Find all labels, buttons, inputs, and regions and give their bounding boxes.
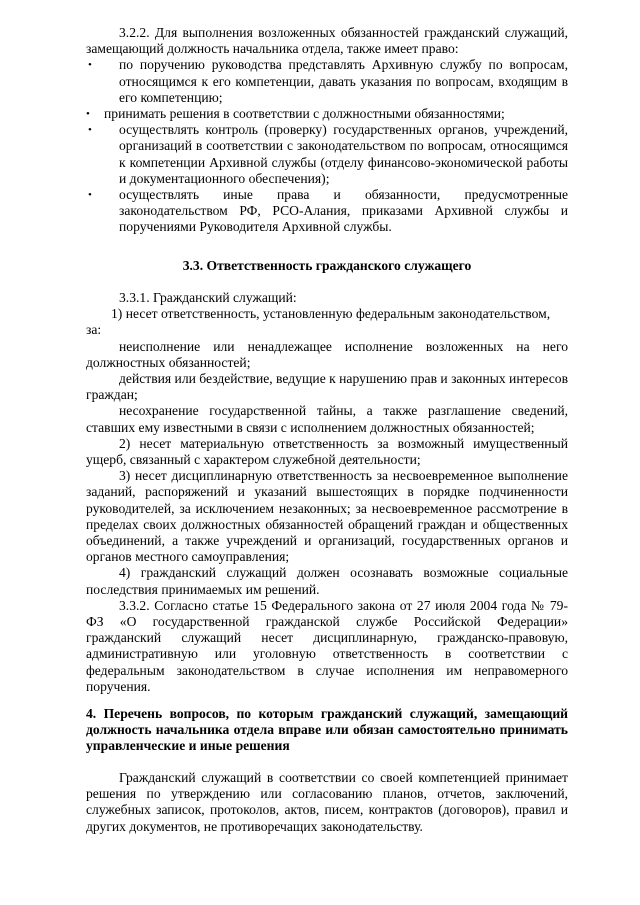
bullet-item <box>86 106 568 122</box>
section-4 <box>86 706 568 755</box>
section-3-3-1 <box>86 290 568 695</box>
bullet-icon: • <box>88 59 92 72</box>
bullet-item <box>86 187 568 236</box>
bullet-icon: • <box>88 124 92 137</box>
subitem: действия или бездействие, ведущие к нарушению прав и законных интересов граждан; <box>86 371 568 403</box>
paragraph-3-3-1: 3.3.1. Гражданский служащий: <box>119 290 297 305</box>
bullet-item <box>86 57 568 106</box>
section-heading: 4. Перечень вопросов, по которым гражданский служащий, замещающий должность начальника отдела вправе или обязан самостоятельно принимать управленческие и иные решения <box>86 706 568 754</box>
item-3: 3) несет дисциплинарную ответственность за несвоевременное выполнение заданий, распоряжений и указаний вышестоящих в порядке подчиненности руководителей, за исключением незаконных; за несвоевременное рассмотрение в пределах своих должностных обязанностей обращений граждан и общественных объединений, а также учреждений и организаций, государственных органов и органов местного самоуправления; <box>86 468 568 565</box>
paragraph-section-4: Гражданский служащий в соответствии со своей компетенцией принимает решения по утверждению или согласованию планов, отчетов, заключений, служебных записок, протоколов, актов, писем, контрактов (договоров), правил и других документов, не противоречащих законодательству. <box>86 770 568 834</box>
paragraph-3-3-2: 3.3.2. Согласно статье 15 Федерального закона от 27 июля 2004 года № 79-ФЗ «О государственной гражданской службе Российской Федерации» гражданский служащий несет дисциплинарную, гражданско-правовую, административную или уголовную ответственность в соответствии с федеральным законодательством в случае исполнения им неправомерного поручения. <box>86 597 568 694</box>
bullet-icon: • <box>86 108 90 121</box>
subitem: неисполнение или ненадлежащее исполнение возложенных на него должностных обязанностей; <box>86 338 568 370</box>
section-4-body <box>86 770 568 835</box>
bullet-icon: • <box>88 189 92 202</box>
section-3-2-2 <box>86 25 568 236</box>
paragraph-3-2-2-intro: 3.2.2. Для выполнения возложенных обязанностей гражданский служащий, замещающий должность начальника отдела, также имеет право: <box>86 25 568 57</box>
bullet-text: осуществлять иные права и обязанности, предусмотренные законодательством РФ, РСО-Алания, приказами Архивной службы и поручениями Руководителя Архивной службы. <box>119 187 568 235</box>
subitem: несохранение государственной тайны, а также разглашение сведений, ставших ему известными в связи с исполнением должностных обязанностей; <box>86 403 568 435</box>
bullet-item <box>86 122 568 187</box>
item-2: 2) несет материальную ответственность за возможный имущественный ущерб, связанный с характером служебной деятельности; <box>86 435 568 468</box>
bullet-text: принимать решения в соответствии с должностными обязанностями; <box>104 106 505 122</box>
item-4: 4) гражданский служащий должен осознавать возможные социальные последствия принимаемых им решений. <box>86 565 568 597</box>
item-1-for: за: <box>86 322 102 338</box>
item-1: 1) несет ответственность, установленную федеральным законодательством, <box>111 306 551 322</box>
bullet-text: по поручению руководства представлять Архивную службу по вопросам, относящимся к его компетенции, давать указания по вопросам, входящим в его компетенцию; <box>119 57 568 105</box>
bullet-text: осуществлять контроль (проверку) государственных органов, учреждений, организаций в соответствии с законодательством по вопросам, относящимся к компетенции Архивной службы (отделу финансово-экономической работы и документационного обеспечения); <box>119 122 568 186</box>
section-3-3-heading-block <box>86 258 568 274</box>
section-heading: 3.3. Ответственность гражданского служащего <box>182 258 472 273</box>
